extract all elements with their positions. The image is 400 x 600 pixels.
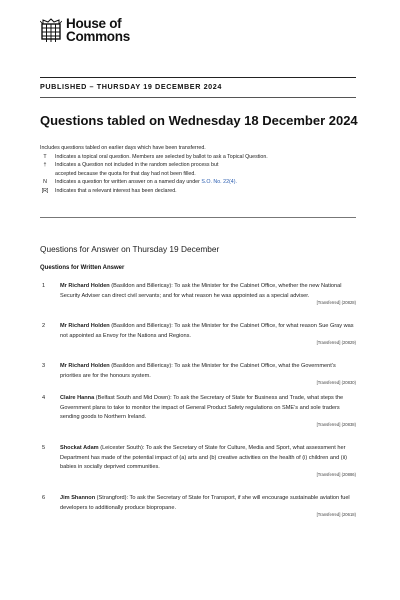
question-ref: (20828) <box>341 300 356 306</box>
legend-item <box>40 161 360 178</box>
question-meta <box>60 472 356 478</box>
member-name: Mr Richard Holden <box>60 283 110 289</box>
member-name: Mr Richard Holden <box>60 323 110 329</box>
transferred-tag: [Transferred] <box>316 380 341 386</box>
question-body <box>60 282 356 306</box>
question-item <box>40 282 356 306</box>
question-item <box>40 444 356 478</box>
transferred-tag: [Transferred] <box>316 421 341 427</box>
question-body <box>60 444 356 478</box>
question-number: 1 <box>42 283 46 289</box>
legend-text <box>55 161 360 178</box>
question-number: 3 <box>42 363 46 369</box>
divider <box>40 217 356 218</box>
legend-text-line2: accepted because the quota for that day had not been filled. <box>55 170 196 177</box>
legend-text: Indicates that a relevant interest has been declared. <box>55 187 177 194</box>
constituency: (Leicester South) <box>98 445 143 451</box>
house-of-commons-logo <box>40 18 130 44</box>
legend-item <box>40 178 360 187</box>
legend-item <box>40 187 360 196</box>
legend-symbol: [R] <box>41 187 49 194</box>
member-name: Mr Richard Holden <box>60 363 110 369</box>
question-number: 6 <box>42 495 46 501</box>
question-number: 5 <box>42 445 46 451</box>
page-title: Questions tabled on Wednesday 18 December 2024 <box>40 113 358 128</box>
question-ref: (20886) <box>341 471 356 477</box>
question-text: : To ask the Minister for the Cabinet Office, what the Government’s priorities are for the honours system. <box>60 363 336 379</box>
legend-symbol: T <box>43 153 47 160</box>
member-name: Shockat Adam <box>60 445 99 451</box>
constituency: (Strangford) <box>95 495 127 501</box>
question-body <box>60 362 356 386</box>
transferred-tag: [Transferred] <box>316 512 341 518</box>
question-number: 4 <box>42 395 46 401</box>
question-ref: (20618) <box>341 512 356 518</box>
legend-text <box>55 178 360 187</box>
legend-intro: Includes questions tabled on earlier days which have been transferred. <box>40 145 206 151</box>
logo-line-1: House of <box>66 16 122 31</box>
divider <box>40 97 356 98</box>
legend <box>40 144 360 196</box>
section-title: Questions for Answer on Thursday 19 December <box>40 244 220 254</box>
legend-symbol: N <box>43 179 47 186</box>
question-meta <box>60 422 356 428</box>
question-meta <box>60 512 356 518</box>
question-body <box>60 322 356 346</box>
question-text: : To ask the Minister for the Cabinet Office, whether the new National Security Adviser can direct civil servants; and for what reason he was appointed as a special adviser. <box>60 283 342 299</box>
question-body <box>60 494 356 518</box>
question-ref: (20830) <box>341 380 356 386</box>
question-meta <box>60 300 356 306</box>
constituency: (Basildon and Billericay) <box>109 363 172 369</box>
member-name: Jim Shannon <box>60 495 96 501</box>
question-body <box>60 394 356 428</box>
published-date: PUBLISHED – THURSDAY 19 DECEMBER 2024 <box>40 82 222 91</box>
transferred-tag: [Transferred] <box>316 340 341 346</box>
question-item <box>40 362 356 386</box>
legend-item <box>40 153 360 162</box>
logo-wordmark <box>66 18 130 43</box>
question-text: : To ask the Secretary of State for Business and Trade, what steps the Government plans to take to monitor the impact of General Product Safety regulations on SME’s and sole traders sending goods to Northern Ireland. <box>60 395 344 421</box>
portcullis-icon <box>40 18 62 44</box>
question-text: : To ask the Minister for the Cabinet Office, for what reason Sue Gray was not appointed as Envoy for the Nations and Regions. <box>60 323 354 339</box>
question-item <box>40 394 356 428</box>
question-text: : To ask the Secretary of State for Transport, if she will encourage sustainable aviation fuel developers to additionally produce biopropane. <box>60 495 350 511</box>
question-number: 2 <box>42 323 46 329</box>
question-text: : To ask the Secretary of State for Culture, Media and Sport, what assessment her Department has made of the potential impact of (a) arts and (b) creative activities on the health of (i) children and (ii) babies in socially deprived communities. <box>60 445 347 471</box>
question-ref: (20838) <box>341 421 356 427</box>
constituency: (Basildon and Billericay) <box>109 283 172 289</box>
section-subtitle: Questions for Written Answer <box>40 265 125 271</box>
question-item <box>40 322 356 346</box>
logo-line-2: Commons <box>66 28 130 44</box>
transferred-tag: [Transferred] <box>316 471 341 477</box>
standing-order-link[interactable]: S.O. No. 22(4). <box>201 179 237 186</box>
transferred-tag: [Transferred] <box>316 300 341 306</box>
question-meta <box>60 380 356 386</box>
constituency: (Basildon and Billericay) <box>109 323 172 329</box>
member-name: Claire Hanna <box>60 395 95 401</box>
question-meta <box>60 340 356 346</box>
legend-text-main: Indicates a question for written answer on a named day under <box>55 179 202 186</box>
divider <box>40 77 356 78</box>
constituency: (Belfast South and Mid Down) <box>94 395 171 401</box>
legend-text: Indicates a topical oral question. Members are selected by ballot to ask a Topical Question. <box>55 153 268 160</box>
question-item <box>40 494 356 518</box>
question-ref: (20829) <box>341 340 356 346</box>
legend-symbol: † <box>43 162 47 169</box>
legend-text-line1: Indicates a Question not included in the random selection process but <box>55 162 219 169</box>
